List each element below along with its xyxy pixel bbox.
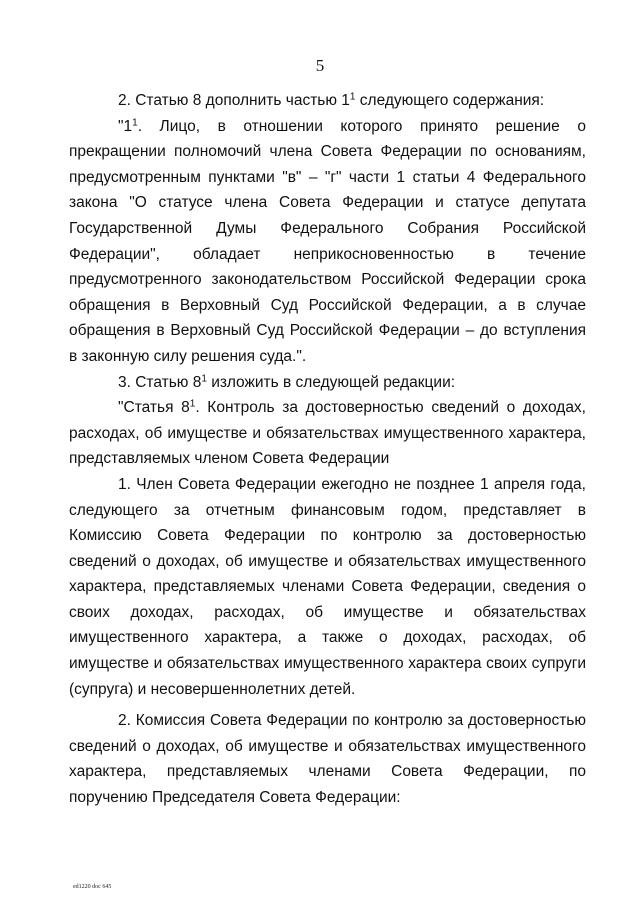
paragraph-text: . Лицо, в отношении которого принято решение о прекращении полномочий члена Совета Федерации по основаниям, предусмотренным пунктами "в" – "г" части 1 статьи 4 Федерального закона "О статусе члена Совета Федерации и статусе депутата Государственной Думы Федерального Собрания Российской Федерации", обладает неприкосновенностью в течение предусмотренного законодательством Российской Федерации срока обращения в Верховный Суд Российской Федерации, а в случае обращения в Верховный Суд Российской Федерации – до вступления в законную силу решения суда.". bbox=[69, 117, 586, 365]
superscript: 1 bbox=[189, 398, 196, 410]
paragraph-text: 2. Статью 8 дополнить частью 1 bbox=[118, 92, 350, 109]
paragraph-text: "Статья 8 bbox=[118, 399, 190, 417]
paragraph-text: . Контроль за достоверностью сведений о доходах, расходах, об имуществе и обязательствах имущественного характера, представляемых членом Совета Федерации bbox=[69, 399, 586, 468]
paragraph-text: 2. Комиссия Совета Федерации по контролю за достоверностью сведений о доходах, об имуществе и обязательствах имущественного характера, представляемых членами Совета Федерации, по поручению Председателя Совета Федерации: bbox=[69, 712, 586, 807]
superscript: 1 bbox=[201, 373, 207, 385]
document-body bbox=[69, 88, 586, 811]
paragraph-text: изложить в следующей редакции: bbox=[206, 373, 456, 391]
page-number: 5 bbox=[315, 56, 325, 75]
paragraph-part-1-1 bbox=[69, 114, 586, 370]
footer-document-code: ed1220 doc 645 bbox=[73, 884, 112, 890]
paragraph-text: 1. Член Совета Федерации ежегодно не позднее 1 апреля года, следующего за отчетным финансовым годом, представляет в Комиссию Совета Федерации по контролю за достоверностью сведений о доходах, об имуществе и обязательствах имущественного характера, представляемых членами Совета Федерации, сведения о своих доходах, расходах, об имуществе и обязательствах имущественного характера, а также о доходах, расходах, об имуществе и обязательствах имущественного характера своих супруги (супруга) и несовершеннолетних детей. bbox=[69, 475, 586, 698]
article-8-1-part-2 bbox=[69, 708, 586, 810]
paragraph-amend-article-8-1 bbox=[69, 370, 586, 396]
paragraph-text: следующего содержания: bbox=[355, 92, 545, 109]
article-8-1-heading bbox=[69, 395, 586, 472]
paragraph-amend-article-8 bbox=[69, 88, 586, 114]
article-8-1-part-1 bbox=[69, 472, 586, 702]
paragraph-text: "1 bbox=[118, 117, 133, 135]
paragraph-text: 3. Статью 8 bbox=[118, 373, 202, 391]
superscript: 1 bbox=[349, 91, 356, 103]
superscript: 1 bbox=[132, 117, 138, 129]
